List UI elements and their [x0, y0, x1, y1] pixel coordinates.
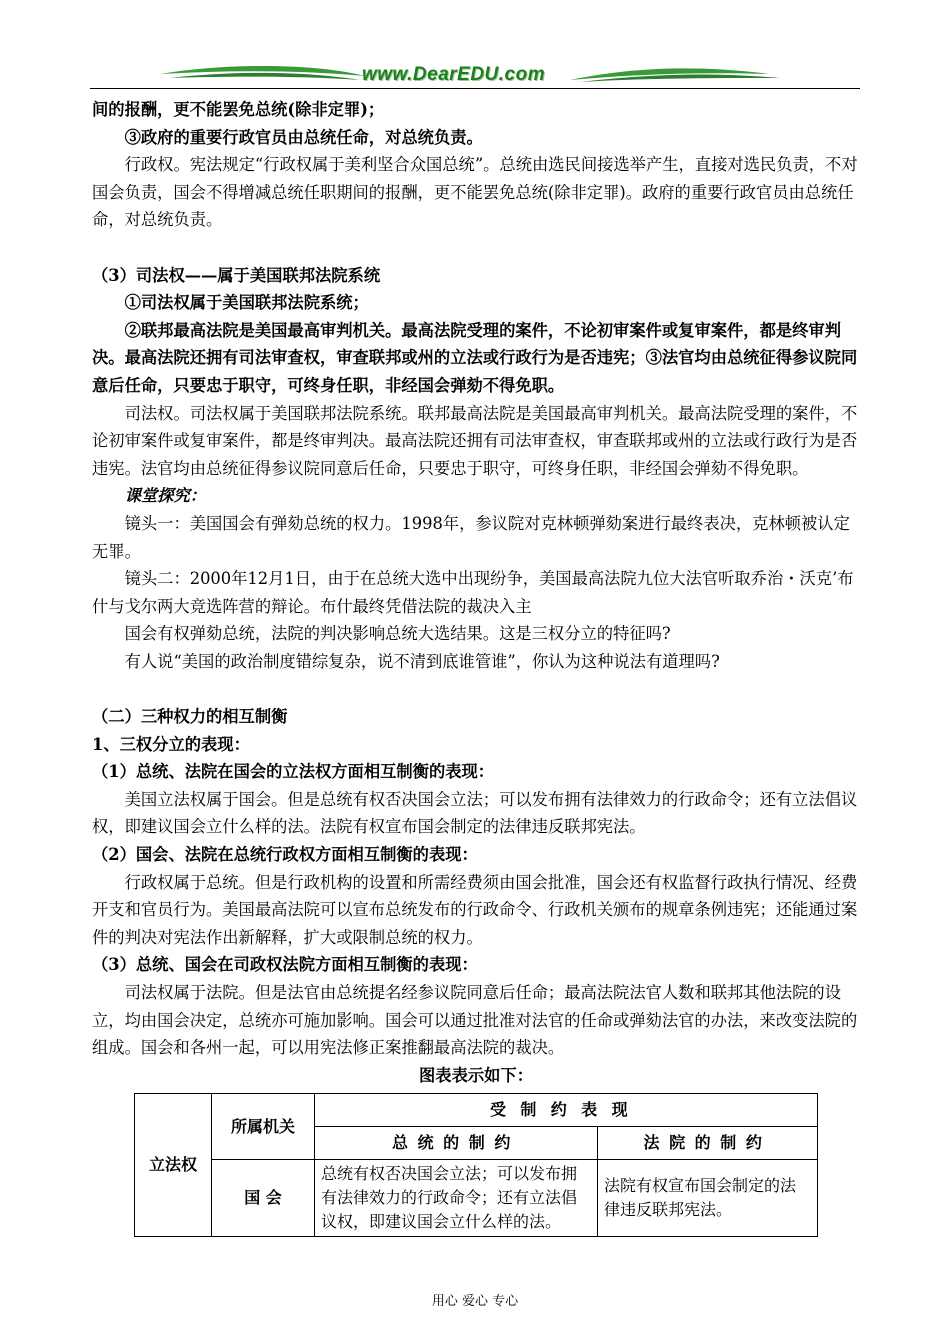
- paragraph: 司法权属于法院。但是法官由总统提名经参议院同意后任命；最高法院法官人数和联邦其他法院的设立，均由国会决定，总统亦可施加影响。国会可以通过批准对法官的任命或弹劾法官的办法，来改变法院的组成。国会和各州一起，可以用宪法修正案推翻最高法院的裁决。: [92, 983, 858, 1058]
- subsection-heading: （3）总统、国会在司政权法院方面相互制衡的表现：: [92, 955, 478, 975]
- table-cell-power: 立法权: [135, 1094, 212, 1236]
- paragraph: 有人说“美国的政治制度错综复杂，说不清到底谁管谁”，你认为这种说法有道理吗?: [124, 651, 720, 671]
- table-cell-court: 法院有权宣布国会制定的法律违反联邦宪法。: [598, 1159, 818, 1236]
- page-footer: 用心 爱心 专心: [431, 1294, 519, 1309]
- paragraph: ③政府的重要行政官员由总统任命，对总统负责。: [124, 127, 483, 147]
- table-cell-court-header: 法院的制约: [598, 1126, 818, 1159]
- paragraph: 司法权。司法权属于美国联邦法院系统。联邦最高法院是美国最高审判机关。最高法院受理的案件，不论初审案件或复审案件，都是终审判决。最高法院还拥有司法审查权，审查联邦或州的立法或行政行为是否违宪。法官均由总统征得参议院同意后任命，只要忠于职守，可终身任职，非经国会弹劾不得免职。: [92, 403, 858, 478]
- header-rule: [90, 88, 860, 89]
- table-cell-restrict-header: 受制约表现: [315, 1094, 818, 1127]
- paragraph: 国会有权弹劾总统，法院的判决影响总统大选结果。这是三权分立的特征吗?: [124, 624, 671, 644]
- paragraph: 镜头二：2000年12月1日，由于在总统大选中出现纷争，美国最高法院九位大法官听取乔治・沃克’布什与戈尔两大竞选阵营的辩论。布什最终凭借法院的裁决入主: [92, 569, 854, 616]
- table-cell-president: 总统有权否决国会立法；可以发布拥有法律效力的行政命令；还有立法倡议权，即建议国会立什么样的法。: [315, 1159, 598, 1236]
- paragraph: 行政权。宪法规定“行政权属于美利坚合众国总统”。总统由选民间接选举产生，直接对选民负责，不对国会负责，国会不得增减总统任职期间的报酬，更不能罢免总统(除非定罪)。政府的重要行政官员由总统任命，对总统负责。: [92, 155, 858, 230]
- site-logo: www.DearEDU.com: [362, 64, 546, 85]
- paragraph: 镜头一：美国国会有弹劾总统的权力。1998年，参议院对克林顿弹劾案进行最终表决，克林顿被认定无罪。: [92, 513, 850, 561]
- table-caption: 图表表示如下：: [419, 1065, 533, 1085]
- table-cell-org-header: 所属机关: [212, 1094, 315, 1159]
- section-heading: （二）三种权力的相互制衡: [92, 707, 288, 727]
- paragraph: ②联邦最高法院是美国最高审判机关。最高法院受理的案件，不论初审案件或复审案件，都是终审判决。最高法院还拥有司法审查权，审查联邦或州的立法或行政行为是否违宪；③法官均由总统征得参议院同意后任命，只要忠于职守，可终身任职，非经国会弹劾不得免职。: [92, 320, 858, 395]
- subsection-heading: 1、三权分立的表现：: [92, 734, 250, 754]
- document-body: [92, 96, 860, 1237]
- table-cell-president-header: 总统的制约: [315, 1126, 598, 1159]
- table-cell-org: 国 会: [212, 1159, 315, 1236]
- paragraph: ①司法权属于美国联邦法院系统；: [124, 293, 369, 313]
- paragraph: 间的报酬，更不能罢免总统(除非定罪)；: [92, 100, 385, 119]
- subsection-heading: （1）总统、法院在国会的立法权方面相互制衡的表现：: [92, 762, 495, 782]
- explore-heading: 课堂探究：: [124, 486, 207, 506]
- subsection-heading: （2）国会、法院在总统行政权方面相互制衡的表现：: [92, 845, 478, 865]
- paragraph: 美国立法权属于国会。但是总统有权否决国会立法；可以发布拥有法律效力的行政命令；还有立法倡议权，即建议国会立什么样的法。法院有权宣布国会制定的法律违反联邦宪法。: [92, 789, 858, 837]
- paragraph: 行政权属于总统。但是行政机构的设置和所需经费须由国会批准，国会还有权监督行政执行情况、经费开支和官员行为。美国最高法院可以宣布总统发布的行政命令、行政机关颁布的规章条例违宪；还能通过案件的判决对宪法作出新解释，扩大或限制总统的权力。: [92, 872, 858, 947]
- checks-table: [134, 1093, 818, 1236]
- section-heading: （3）司法权——属于美国联邦法院系统: [92, 265, 381, 285]
